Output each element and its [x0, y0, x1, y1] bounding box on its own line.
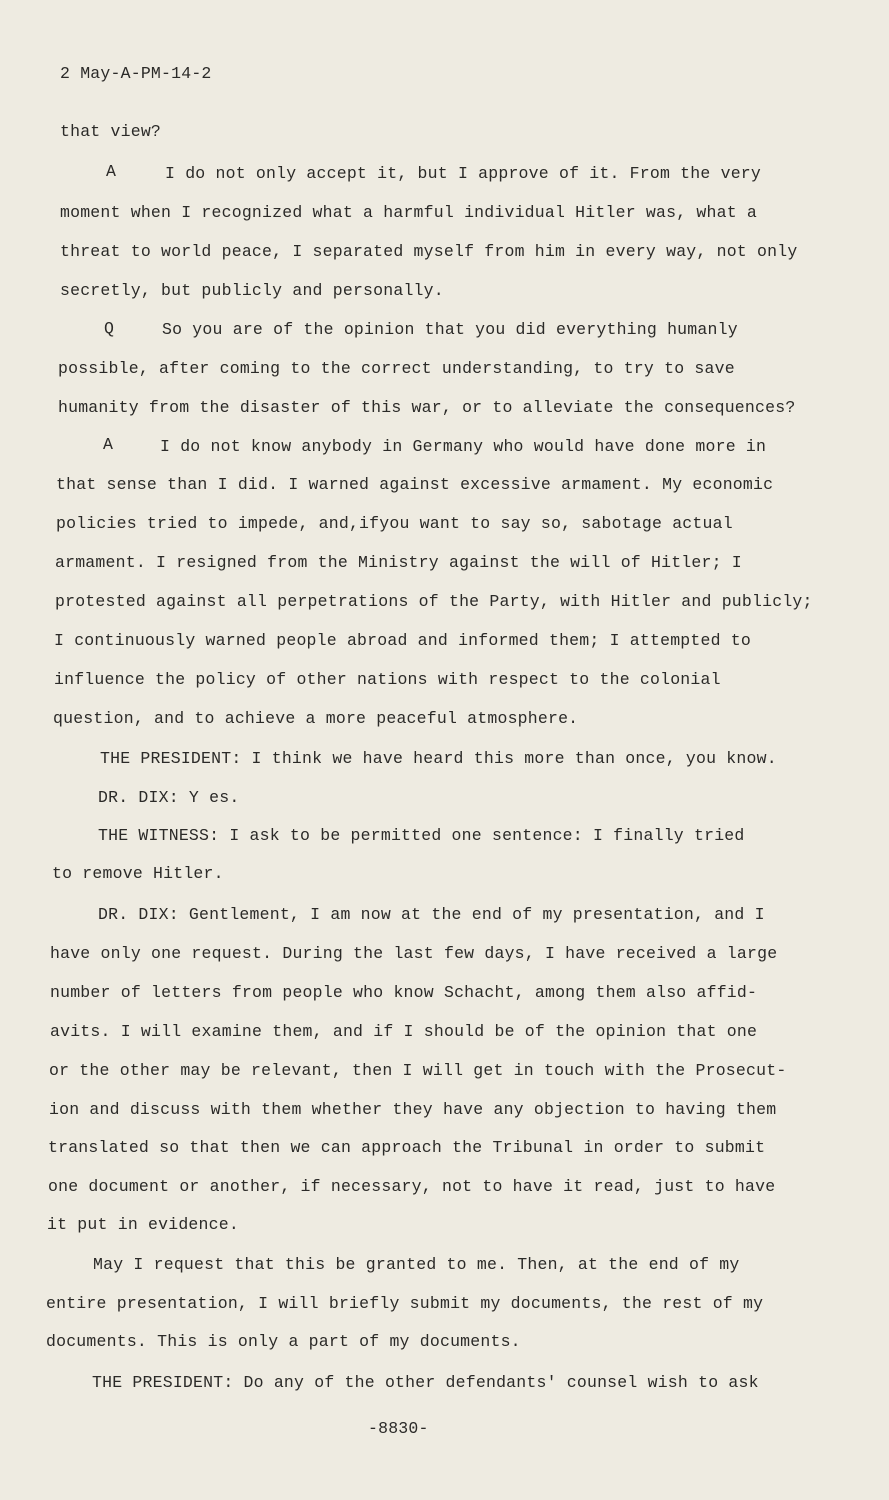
- text-line: I do not know anybody in Germany who would have done more in: [160, 437, 767, 456]
- text-line: So you are of the opinion that you did everything humanly: [162, 320, 738, 339]
- text-line: that sense than I did. I warned against excessive armament. My economic: [56, 475, 774, 494]
- text-line: or the other may be relevant, then I will get in touch with the Prosecut-: [49, 1061, 787, 1080]
- page-number: -8830-: [368, 1419, 429, 1438]
- text-line: question, and to achieve a more peaceful atmosphere.: [53, 709, 579, 728]
- text-line: documents. This is only a part of my documents.: [46, 1332, 521, 1351]
- text-line: policies tried to impede, and,ifyou want to say so, sabotage actual: [56, 514, 733, 533]
- text-line: humanity from the disaster of this war, or to alleviate the consequences?: [58, 398, 796, 417]
- text-line: translated so that then we can approach the Tribunal in order to submit: [48, 1138, 766, 1157]
- text-line: secretly, but publicly and personally.: [60, 281, 444, 300]
- text-line: that view?: [60, 122, 162, 141]
- text-line: entire presentation, I will briefly submit my documents, the rest of my: [46, 1294, 764, 1313]
- text-line: to remove Hitler.: [52, 864, 224, 883]
- header-reference: 2 May-A-PM-14-2: [60, 64, 212, 83]
- speaker-marker-answer: A: [103, 435, 114, 454]
- text-line: THE PRESIDENT: Do any of the other defendants' counsel wish to ask: [92, 1373, 759, 1392]
- text-line: protested against all perpetrations of the Party, with Hitler and publicly;: [55, 592, 813, 611]
- text-line: ion and discuss with them whether they have any objection to having them: [49, 1100, 777, 1119]
- text-line: have only one request. During the last few days, I have received a large: [50, 944, 778, 963]
- text-line: THE PRESIDENT: I think we have heard this more than once, you know.: [100, 749, 777, 768]
- text-line: I do not only accept it, but I approve of it. From the very: [165, 164, 761, 183]
- text-line: avits. I will examine them, and if I should be of the opinion that one: [50, 1022, 758, 1041]
- text-line: possible, after coming to the correct understanding, to try to save: [58, 359, 735, 378]
- text-line: threat to world peace, I separated myself from him in every way, not only: [60, 242, 798, 261]
- speaker-marker-question: Q: [104, 319, 115, 338]
- text-line: DR. DIX: Gentlement, I am now at the end of my presentation, and I: [98, 905, 765, 924]
- text-line: DR. DIX: Y es.: [98, 788, 240, 807]
- text-line: influence the policy of other nations with respect to the colonial: [54, 670, 721, 689]
- text-line: I continuously warned people abroad and informed them; I attempted to: [54, 631, 752, 650]
- text-line: armament. I resigned from the Ministry against the will of Hitler; I: [55, 553, 742, 572]
- text-line: one document or another, if necessary, not to have it read, just to have: [48, 1177, 776, 1196]
- text-line: it put in evidence.: [47, 1215, 239, 1234]
- text-line: moment when I recognized what a harmful individual Hitler was, what a: [60, 203, 758, 222]
- text-line: May I request that this be granted to me. Then, at the end of my: [93, 1255, 740, 1274]
- text-line: number of letters from people who know Schacht, among them also affid-: [50, 983, 758, 1002]
- speaker-marker-answer: A: [106, 162, 117, 181]
- text-line: THE WITNESS: I ask to be permitted one sentence: I finally tried: [98, 826, 745, 845]
